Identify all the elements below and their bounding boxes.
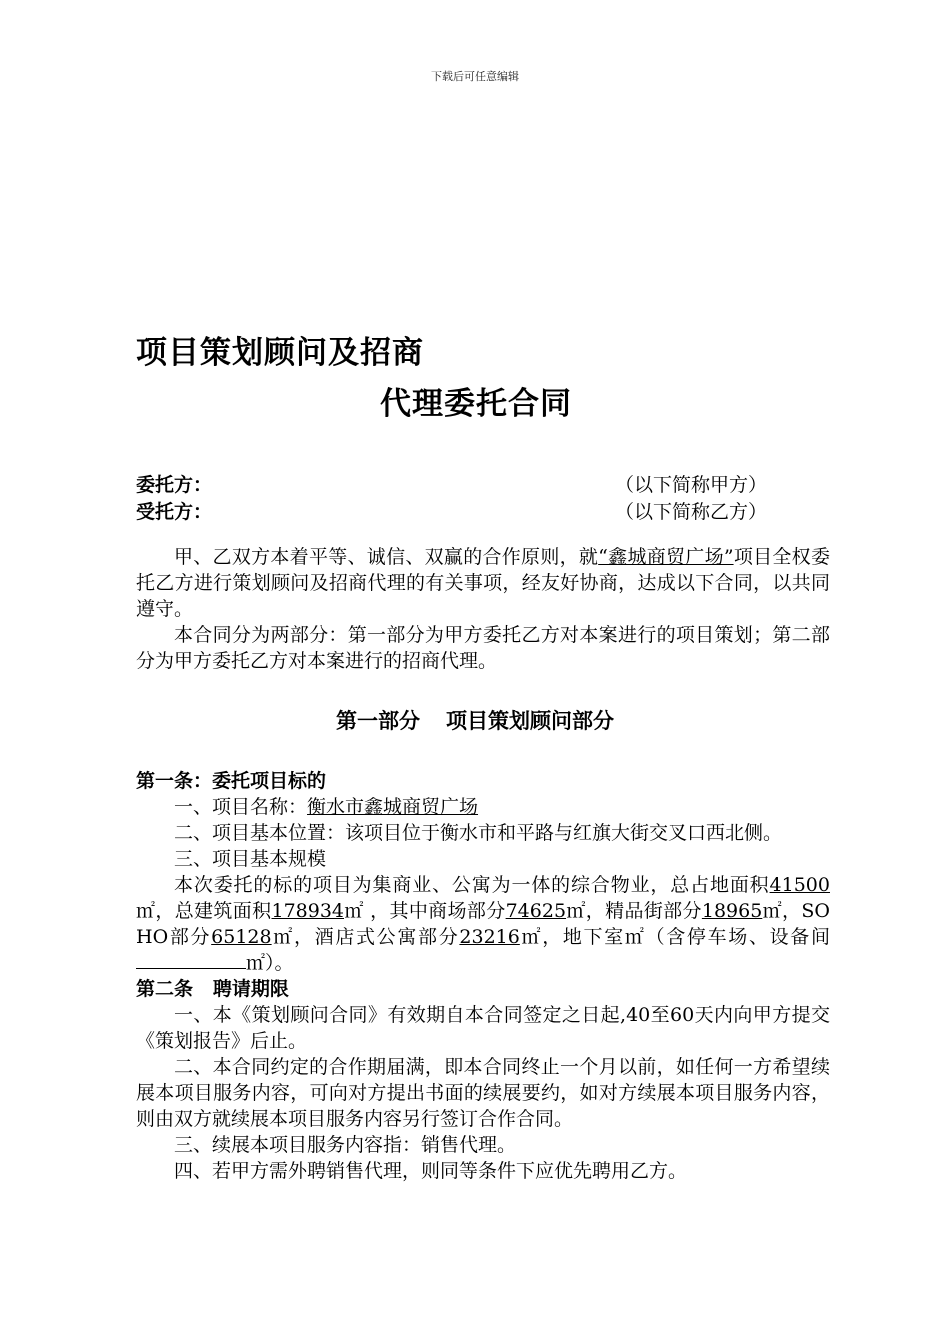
document-title-line1: 项目策划顾问及招商: [136, 335, 424, 371]
article2-name: 聘请期限: [212, 978, 289, 1000]
project-name-label: 一、项目名称：: [174, 796, 308, 818]
part1-label: 第一部分: [336, 709, 420, 733]
client-note: （以下简称甲方）: [615, 474, 768, 496]
soho-area-value: 65128: [211, 926, 272, 948]
article1-heading: 第一条：委托项目标的: [136, 770, 327, 792]
intro-section: [136, 544, 830, 674]
article2-heading: [136, 976, 830, 1002]
mall-area-value: 74625: [505, 900, 567, 922]
part1-heading: [0, 705, 950, 735]
scale-text: ㎡，精品街部分: [566, 900, 702, 922]
article1-item3: 三、项目基本规模: [174, 848, 327, 870]
article1-item1: [136, 794, 830, 820]
scale-text: ㎡，总建筑面积: [136, 900, 272, 922]
apartment-area-value: 23216: [459, 926, 520, 948]
client-label: 委托方：: [136, 474, 213, 496]
document-title-line2: 代理委托合同: [380, 386, 572, 422]
article2-item3: 三、续展本项目服务内容指：销售代理。: [174, 1134, 517, 1156]
intro-p1-after: 项目全权委托乙方进行策划顾问及招商代理的有关事项，经友好协商，达成以下合同，以共同遵守。: [136, 546, 830, 620]
street-area-value: 18965: [701, 900, 763, 922]
article-section: [136, 768, 830, 1184]
scale-text: ㎡ ，其中商场部分: [344, 900, 506, 922]
header-note: 下载后可任意编辑: [431, 70, 519, 83]
article2-label: 第二条: [136, 978, 194, 1000]
scale-text: ㎡，SOHO部分: [136, 900, 830, 948]
project-name-value: 衡水市鑫城商贸广场: [307, 796, 479, 818]
scale-text: ㎡）。: [246, 952, 294, 974]
article2-item1: 一、本《策划顾问合同》有效期自本合同签定之日起,40至60天内向甲方提交《策划报告》后止。: [136, 1004, 830, 1052]
intro-p1-before: 甲、乙双方本着平等、诚信、双赢的合作原则，就: [174, 546, 599, 568]
building-area-value: 178934: [271, 900, 345, 922]
agent-note: （以下简称乙方）: [615, 501, 768, 523]
agent-label: 受托方：: [136, 501, 213, 523]
blank-fill-line: [136, 950, 246, 969]
scale-text: ㎡，酒店式公寓部分: [271, 926, 460, 948]
intro-paragraph-2: 本合同分为两部分：第一部分为甲方委托乙方对本案进行的项目策划；第二部分为甲方委托乙方对本案进行的招商代理。: [136, 624, 830, 672]
scale-text: 本次委托的标的项目为集商业、公寓为一体的综合物业，总占地面积: [174, 874, 770, 896]
project-name-quoted: “鑫城商贸广场”: [598, 546, 734, 568]
article2-item4: 四、若甲方需外聘销售代理，则同等条件下应优先聘用乙方。: [174, 1160, 688, 1182]
intro-paragraph-1: [136, 544, 830, 622]
article2-item2: 二、本合同约定的合作期届满，即本合同终止一个月以前，如任何一方希望续展本项目服务内容，可向对方提出书面的续展要约，如对方续展本项目服务内容，则由双方就续展本项目服务内容另行签订合作合同。: [136, 1056, 830, 1130]
land-area-value: 41500: [769, 874, 830, 896]
part1-name: 项目策划顾问部分: [446, 709, 614, 733]
scale-text: ㎡，地下室㎡（含停车场、设备间: [519, 926, 830, 948]
article1-item2: 二、项目基本位置：该项目位于衡水市和平路与红旗大街交叉口西北侧。: [174, 822, 783, 844]
project-scale-paragraph: [136, 872, 830, 976]
